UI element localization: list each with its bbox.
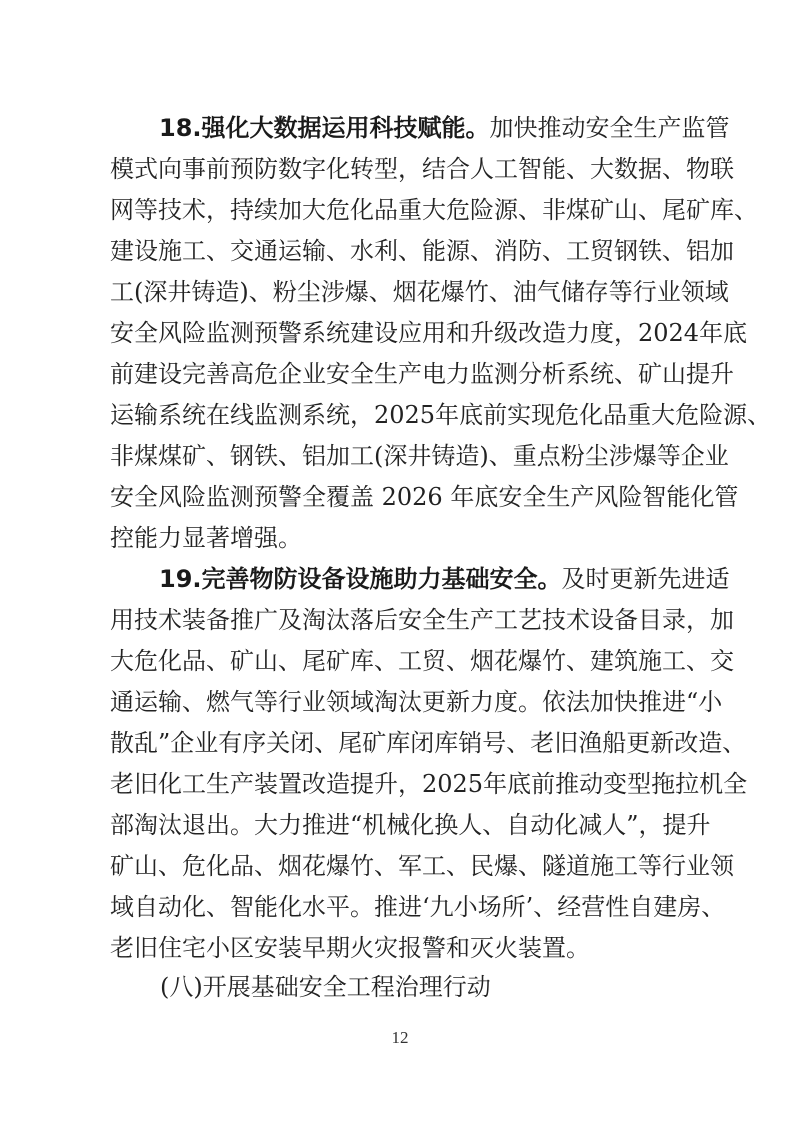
- paragraph-19-line-5: 散乱”企业有序关闭、尾矿库闭库销号、老旧渔船更新改造、: [110, 729, 747, 757]
- paragraph-18-line-11: 控能力显著增强。: [110, 524, 302, 552]
- paragraph-19-line-6: 老旧化工生产装置改造提升，2025年底前推动变型拖拉机全: [110, 770, 748, 798]
- paragraph-18-line-8: 运输系统在线监测系统，2025年底前实现危化品重大危险源、: [110, 401, 772, 429]
- paragraph-18-line-5: 工(深井铸造)、粉尘涉爆、烟花爆竹、油气储存等行业领域: [110, 278, 729, 306]
- paragraph-18-line-9: 非煤煤矿、钢铁、铝加工(深井铸造)、重点粉尘涉爆等企业: [110, 442, 729, 470]
- page-number: 12: [391, 1028, 409, 1047]
- paragraph-19-line-9: 域自动化、智能化水平。推进‘九小场所’、经营性自建房、: [110, 893, 726, 921]
- paragraph-19-line-2: 用技术装备推广及淘汰落后安全生产工艺技术设备目录，加: [110, 606, 734, 634]
- paragraph-18-heading: 18.强化大数据运用科技赋能。: [159, 114, 490, 142]
- paragraph-19-line-3: 大危化品、矿山、尾矿库、工贸、烟花爆竹、建筑施工、交: [110, 647, 734, 675]
- paragraph-19-line-1: [159, 564, 739, 594]
- paragraph-18-line-2: 模式向事前预防数字化转型，结合人工智能、大数据、物联: [110, 155, 734, 183]
- paragraph-19-heading: 19.完善物防设备设施助力基础安全。: [159, 565, 562, 593]
- paragraph-19-line-7: 部淘汰退出。大力推进“机械化换人、自动化减人”，提升: [110, 811, 711, 839]
- section-heading: (八)开展基础安全工程治理行动: [160, 973, 491, 1001]
- paragraph-19-line-10: 老旧住宅小区安装早期火灾报警和灭火装置。: [110, 934, 590, 962]
- paragraph-18-line-4: 建设施工、交通运输、水利、能源、消防、工贸钢铁、铝加: [110, 237, 734, 265]
- paragraph-18-text: 加快推动安全生产监管: [489, 114, 730, 142]
- paragraph-18-line-1: [159, 113, 739, 143]
- paragraph-19-line-8: 矿山、危化品、烟花爆竹、军工、民爆、隧道施工等行业领: [110, 852, 734, 880]
- paragraph-18-line-7: 前建设完善高危企业安全生产电力监测分析系统、矿山提升: [110, 360, 734, 388]
- paragraph-18-line-3: 网等技术，持续加大危化品重大危险源、非煤矿山、尾矿库、: [110, 196, 758, 224]
- paragraph-18-line-10: 安全风险监测预警全覆盖 2026 年底安全生产风险智能化管: [110, 483, 739, 511]
- paragraph-19-line-4: 通运输、燃气等行业领域淘汰更新力度。依法加快推进“小: [110, 688, 723, 716]
- paragraph-18-line-6: 安全风险监测预警系统建设应用和升级改造力度，2024年底: [110, 319, 748, 347]
- paragraph-19-text: 及时更新先进适: [561, 565, 730, 593]
